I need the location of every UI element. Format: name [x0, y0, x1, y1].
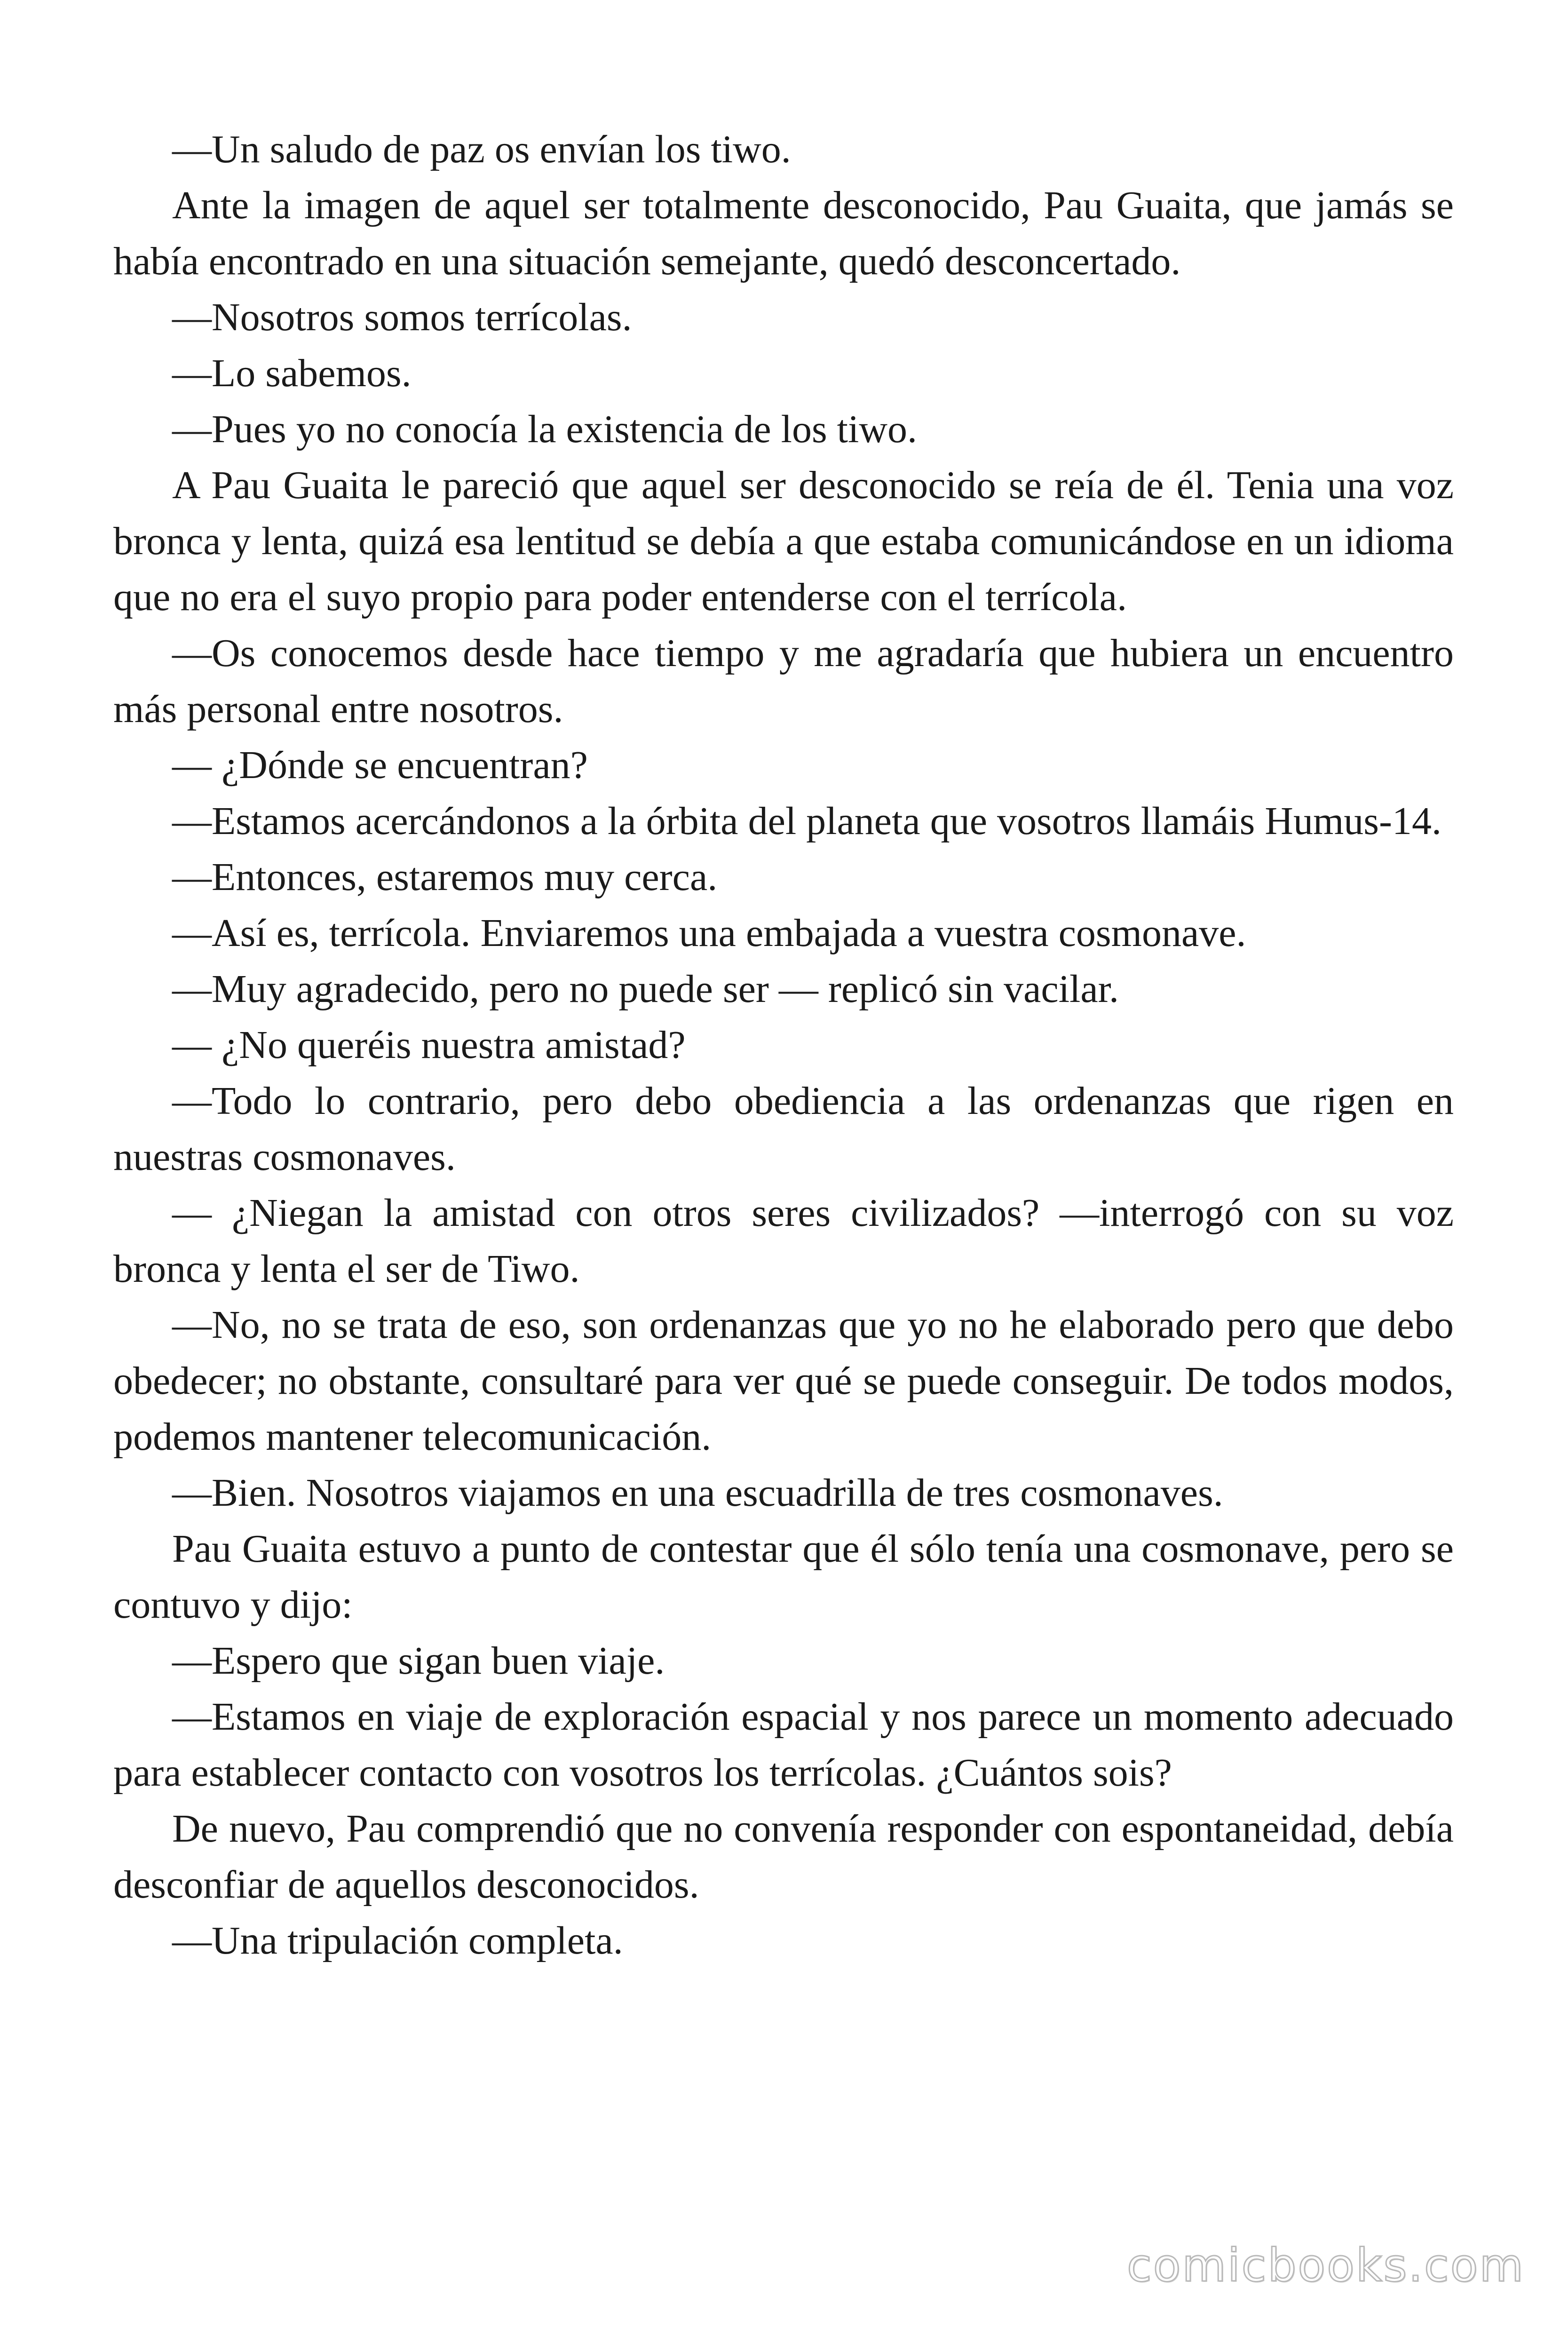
watermark: comicbooks.com [1126, 2239, 1525, 2292]
paragraph: —Muy agradecido, pero no puede ser — replicó sin vacilar. [172, 967, 1119, 1011]
paragraph: —Lo sabemos. [172, 351, 412, 395]
paragraph: —Espero que sigan buen viaje. [172, 1639, 665, 1683]
paragraph: — ¿Dónde se encuentran? [172, 743, 588, 787]
paragraph: —Un saludo de paz os envían los tiwo. [172, 127, 791, 171]
paragraph: — ¿Niegan la amistad con otros seres civilizados? —interrogó con su voz bronca y lenta el ser de Tiwo. [113, 1191, 1454, 1291]
paragraph: —Estamos en viaje de exploración espacial y nos parece un momento adecuado para establecer contacto con vosotros los terrícolas. ¿Cuántos sois? [113, 1695, 1454, 1795]
paragraph: —Así es, terrícola. Enviaremos una embajada a vuestra cosmonave. [172, 911, 1246, 955]
body-text [113, 121, 1454, 1969]
paragraph: —Os conocemos desde hace tiempo y me agradaría que hubiera un encuentro más personal entre nosotros. [113, 631, 1454, 731]
paragraph: De nuevo, Pau comprendió que no convenía responder con espontaneidad, debía desconfiar de aquellos desconocidos. [113, 1807, 1454, 1907]
paragraph: —Una tripulación completa. [172, 1919, 623, 1963]
paragraph: Pau Guaita estuvo a punto de contestar que él sólo tenía una cosmonave, pero se contuvo y dijo: [113, 1527, 1454, 1627]
paragraph: —No, no se trata de eso, son ordenanzas que yo no he elaborado pero que debo obedecer; no obstante, consultaré para ver qué se puede conseguir. De todos modos, podemos mantener telecomunicación. [113, 1303, 1454, 1459]
paragraph: —Todo lo contrario, pero debo obediencia a las ordenanzas que rigen en nuestras cosmonaves. [113, 1079, 1454, 1179]
paragraph: —Pues yo no conocía la existencia de los tiwo. [172, 407, 917, 451]
paragraph: —Entonces, estaremos muy cerca. [172, 855, 718, 899]
paragraph: Ante la imagen de aquel ser totalmente desconocido, Pau Guaita, que jamás se había encontrado en una situación semejante, quedó desconcertado. [113, 183, 1454, 283]
paragraph: —Nosotros somos terrícolas. [172, 295, 632, 339]
paragraph: —Estamos acercándonos a la órbita del planeta que vosotros llamáis Humus-14. [172, 799, 1441, 843]
paragraph: A Pau Guaita le pareció que aquel ser desconocido se reía de él. Tenia una voz bronca y lenta, quizá esa lentitud se debía a que estaba comunicándose en un idioma que no era el suyo propio para poder entenderse con el terrícola. [113, 463, 1454, 619]
paragraph: — ¿No queréis nuestra amistad? [172, 1023, 686, 1067]
paragraph: —Bien. Nosotros viajamos en una escuadrilla de tres cosmonaves. [172, 1471, 1223, 1515]
